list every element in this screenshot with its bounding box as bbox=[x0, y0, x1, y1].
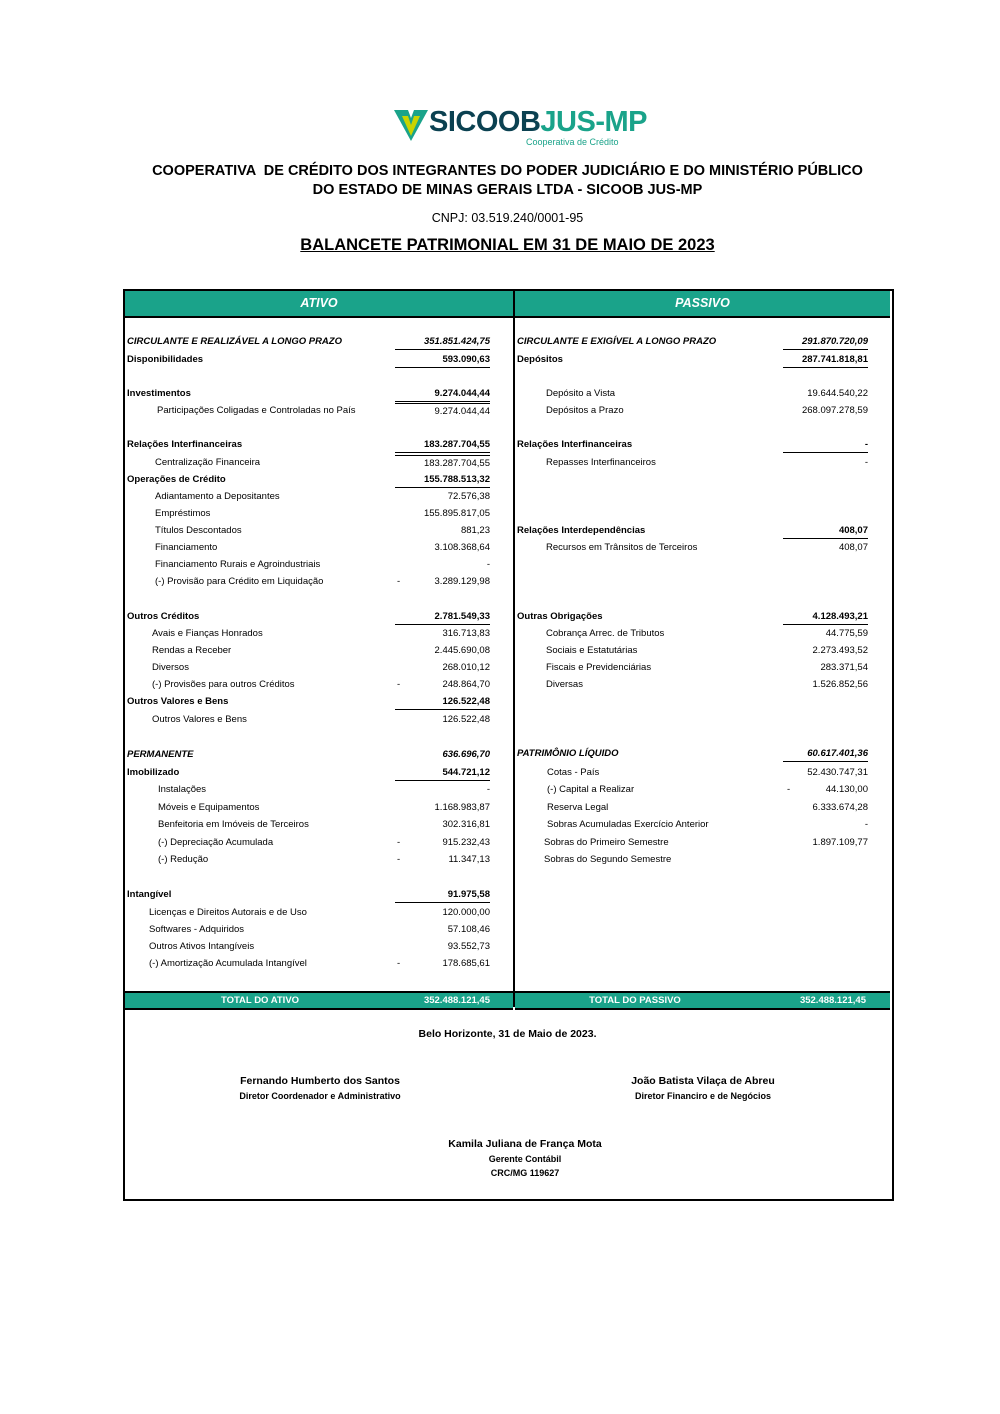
ativo-row bbox=[127, 782, 511, 798]
ativo-row-label: Outros Valores e Bens bbox=[152, 714, 247, 725]
ativo-row-negative-sign: - bbox=[397, 679, 401, 690]
passivo-row-value: 283.371,54 bbox=[820, 662, 868, 673]
ativo-row-value: 881,23 bbox=[460, 525, 490, 536]
passivo-row bbox=[517, 352, 888, 368]
ativo-row bbox=[127, 852, 511, 868]
ativo-row-value: 72.576,38 bbox=[447, 491, 490, 502]
passivo-row-label: CIRCULANTE E EXIGÍVEL A LONGO PRAZO bbox=[517, 336, 717, 347]
ativo-row-label: Benfeitoria em Imóveis de Terceiros bbox=[158, 819, 309, 830]
ativo-row-value: 178.685,61 bbox=[442, 958, 490, 969]
passivo-row-label: Sobras do Primeiro Semestre bbox=[544, 837, 669, 848]
logo-tagline: Cooperativa de Crédito bbox=[526, 137, 619, 147]
passivo-row bbox=[517, 765, 888, 781]
ativo-row-value: 93.552,73 bbox=[447, 941, 490, 952]
ativo-row-value: 544.721,12 bbox=[395, 765, 490, 781]
ativo-row bbox=[127, 660, 511, 676]
passivo-row-value: 60.617.401,36 bbox=[783, 746, 868, 762]
ativo-row-negative-sign: - bbox=[397, 837, 401, 848]
signature-1-name: Fernando Humberto dos Santos bbox=[240, 1075, 400, 1087]
passivo-row-label: Cotas - País bbox=[547, 767, 600, 778]
passivo-row-value: 6.333.674,28 bbox=[812, 802, 868, 813]
passivo-row-label: Depósitos a Prazo bbox=[546, 405, 624, 416]
ativo-row-label: Centralização Financeira bbox=[155, 457, 261, 468]
logo-wordmark-dark: SICOOB bbox=[429, 106, 541, 138]
passivo-row bbox=[517, 455, 888, 471]
ativo-row bbox=[127, 609, 511, 625]
ativo-row-value: 9.274.044,44 bbox=[395, 403, 490, 419]
total-ativo-label: TOTAL DO ATIVO bbox=[220, 995, 300, 1006]
ativo-row-value: 57.108,46 bbox=[447, 924, 490, 935]
passivo-row-label: Cobrança Arrec. de Tributos bbox=[546, 628, 665, 639]
signature-3-name: Kamila Juliana de França Mota bbox=[448, 1138, 602, 1150]
organization-name bbox=[100, 162, 915, 200]
ativo-row-label: (-) Redução bbox=[158, 854, 209, 865]
passivo-row-value: - bbox=[864, 457, 868, 468]
balance-sheet-frame bbox=[123, 289, 894, 1201]
passivo-row bbox=[517, 626, 888, 642]
total-ativo-value: 352.488.121,45 bbox=[423, 995, 490, 1006]
ativo-row-label: Participações Coligadas e Controladas no País bbox=[157, 405, 356, 416]
passivo-row-label: (-) Capital a Realizar bbox=[547, 784, 635, 795]
passivo-row-value: 4.128.493,21 bbox=[783, 609, 868, 625]
sicoob-logo bbox=[393, 106, 647, 150]
ativo-row-label: Imobilizado bbox=[127, 767, 180, 778]
passivo-row-value: 2.273.493,52 bbox=[812, 645, 868, 656]
ativo-row-label: Financiamento Rurais e Agroindustriais bbox=[155, 559, 321, 570]
ativo-row bbox=[127, 922, 511, 938]
ativo-row bbox=[127, 956, 511, 972]
ativo-row-label: Avais e Fianças Honrados bbox=[152, 628, 263, 639]
signature-block-2 bbox=[553, 1075, 853, 1101]
ativo-row bbox=[127, 540, 511, 556]
ativo-row bbox=[127, 835, 511, 851]
ativo-row-label: (-) Depreciação Acumulada bbox=[158, 837, 274, 848]
total-passivo-bar bbox=[515, 991, 890, 1010]
ativo-row-value: 91.975,58 bbox=[395, 887, 490, 903]
ativo-row-value: 9.274.044,44 bbox=[395, 386, 490, 402]
org-line-1: COOPERATIVA DE CRÉDITO DOS INTEGRANTES DO PODER JUDICIÁRIO E DO MINISTÉRIO PÚBLICO bbox=[152, 163, 863, 179]
ativo-row-label: Operações de Crédito bbox=[127, 474, 226, 485]
ativo-row bbox=[127, 506, 511, 522]
passivo-row bbox=[517, 677, 888, 693]
passivo-row-label: PATRIMÔNIO LÍQUIDO bbox=[517, 748, 619, 759]
ativo-row bbox=[127, 712, 511, 728]
passivo-row bbox=[517, 403, 888, 419]
ativo-row bbox=[127, 626, 511, 642]
passivo-row bbox=[517, 660, 888, 676]
ativo-row-label: Títulos Descontados bbox=[155, 525, 242, 536]
passivo-row-label: Diversas bbox=[546, 679, 583, 690]
ativo-row-label: (-) Provisão para Crédito em Liquidação bbox=[155, 576, 324, 587]
ativo-row-value: 915.232,43 bbox=[442, 837, 490, 848]
passivo-row-value: 44.130,00 bbox=[825, 784, 868, 795]
ativo-row-label: Relações Interfinanceiras bbox=[127, 439, 243, 450]
ativo-row-value: 183.287.704,55 bbox=[395, 455, 490, 471]
passivo-row-value: 291.870.720,09 bbox=[783, 334, 868, 350]
ativo-row-label: Adiantamento a Depositantes bbox=[155, 491, 280, 502]
ativo-row-value: 3.108.368,64 bbox=[434, 542, 490, 553]
ativo-row bbox=[127, 557, 511, 573]
sicoob-logo-mark-icon bbox=[393, 108, 429, 142]
ativo-row-label: Licenças e Direitos Autorais e de Uso bbox=[149, 907, 307, 918]
ativo-row bbox=[127, 403, 511, 419]
ativo-row-value: - bbox=[486, 559, 490, 570]
passivo-row bbox=[517, 437, 888, 453]
ativo-row bbox=[127, 939, 511, 955]
ativo-row-label: Financiamento bbox=[155, 542, 218, 553]
ativo-row-value: - bbox=[486, 784, 490, 795]
ativo-row-label: Disponibilidades bbox=[127, 354, 204, 365]
ativo-row-value: 155.788.513,32 bbox=[395, 472, 490, 488]
passivo-row-value: - bbox=[783, 437, 868, 453]
ativo-row bbox=[127, 765, 511, 781]
signature-2-title: Diretor Financiro e de Negócios bbox=[634, 1091, 772, 1101]
passivo-row bbox=[517, 852, 888, 868]
ativo-row-value: 126.522,48 bbox=[442, 714, 490, 725]
passivo-row bbox=[517, 835, 888, 851]
ativo-row-label: Outros Créditos bbox=[127, 611, 200, 622]
ativo-row-label: Rendas a Receber bbox=[152, 645, 232, 656]
signature-3-crc: CRC/MG 119627 bbox=[490, 1168, 560, 1178]
ativo-row-value: 155.895.817,05 bbox=[423, 508, 490, 519]
document-title: BALANCETE PATRIMONIAL EM 31 DE MAIO DE 2023 bbox=[300, 236, 715, 254]
ativo-row-label: Outros Valores e Bens bbox=[127, 696, 229, 707]
ativo-row bbox=[127, 643, 511, 659]
ativo-row bbox=[127, 574, 511, 590]
ativo-row-value: 2.445.690,08 bbox=[434, 645, 490, 656]
ativo-row-value: 302.316,81 bbox=[442, 819, 490, 830]
passivo-row-value: 408,07 bbox=[783, 523, 868, 539]
ativo-row-value: 120.000,00 bbox=[442, 907, 490, 918]
ativo-row-value: 3.289.129,98 bbox=[434, 576, 490, 587]
ativo-row-negative-sign: - bbox=[397, 576, 401, 587]
passivo-row-label: Fiscais e Previdenciárias bbox=[546, 662, 652, 673]
ativo-row-label: PERMANENTE bbox=[127, 749, 194, 760]
passivo-row-negative-sign: - bbox=[787, 784, 791, 795]
passivo-row-value: 408,07 bbox=[838, 542, 868, 553]
ativo-row bbox=[127, 887, 511, 903]
passivo-row-value: 52.430.747,31 bbox=[807, 767, 868, 778]
passivo-row-value: 287.741.818,81 bbox=[783, 352, 868, 368]
passivo-row-label: Outras Obrigações bbox=[517, 611, 603, 622]
ativo-row-label: Instalações bbox=[158, 784, 207, 795]
ativo-row-value: 126.522,48 bbox=[395, 694, 490, 710]
passivo-row bbox=[517, 540, 888, 556]
signature-block-1 bbox=[170, 1075, 470, 1101]
passivo-row bbox=[517, 746, 888, 762]
passivo-row bbox=[517, 817, 888, 833]
passivo-row-label: Recursos em Trânsitos de Terceiros bbox=[546, 542, 698, 553]
ativo-row-label: Empréstimos bbox=[155, 508, 211, 519]
passivo-row-label: Depósitos bbox=[517, 354, 563, 365]
ativo-row-value: 351.851.424,75 bbox=[395, 334, 490, 350]
passivo-row-value: - bbox=[864, 819, 868, 830]
logo-wordmark bbox=[429, 106, 647, 139]
ativo-row-value: 636.696,70 bbox=[442, 749, 490, 760]
ativo-row bbox=[127, 455, 511, 471]
passivo-row-value: 44.775,59 bbox=[825, 628, 868, 639]
signature-block-3 bbox=[375, 1138, 675, 1178]
passivo-row-value bbox=[783, 852, 868, 867]
ativo-row-value: 248.864,70 bbox=[442, 679, 490, 690]
passivo-row-value: 1.526.852,56 bbox=[812, 679, 868, 690]
ativo-row-value: 316.713,83 bbox=[442, 628, 490, 639]
passivo-row-label: Sobras Acumuladas Exercício Anterior bbox=[547, 819, 709, 830]
passivo-row bbox=[517, 386, 888, 402]
ativo-row-label: Intangível bbox=[127, 889, 172, 900]
signature-1-title: Diretor Coordenador e Administrativo bbox=[239, 1091, 401, 1101]
ativo-row-value: 2.781.549,33 bbox=[395, 609, 490, 625]
ativo-row-label: Investimentos bbox=[127, 388, 191, 399]
total-passivo-value: 352.488.121,45 bbox=[799, 995, 866, 1006]
cnpj: CNPJ: 03.519.240/0001-95 bbox=[431, 211, 584, 225]
passivo-row-value: 268.097.278,59 bbox=[801, 405, 868, 416]
place-date: Belo Horizonte, 31 de Maio de 2023. bbox=[418, 1028, 597, 1040]
ativo-row-label: CIRCULANTE E REALIZÁVEL A LONGO PRAZO bbox=[127, 336, 342, 347]
passivo-row-label: Depósito a Vista bbox=[546, 388, 616, 399]
passivo-row-label: Relações Interdependências bbox=[517, 525, 646, 536]
logo-wordmark-light: JUS-MP bbox=[540, 106, 647, 138]
passivo-row bbox=[517, 800, 888, 816]
passivo-row-label: Sociais e Estatutárias bbox=[546, 645, 638, 656]
ativo-row-label: Diversos bbox=[152, 662, 189, 673]
ativo-row-negative-sign: - bbox=[397, 854, 401, 865]
ativo-row-value: 11.347,13 bbox=[448, 854, 490, 865]
ativo-row-label: Móveis e Equipamentos bbox=[158, 802, 260, 813]
ativo-row bbox=[127, 747, 511, 763]
ativo-row bbox=[127, 677, 511, 693]
ativo-row-value: 593.090,63 bbox=[395, 352, 490, 368]
passivo-row bbox=[517, 643, 888, 659]
signature-3-title: Gerente Contábil bbox=[488, 1154, 562, 1164]
ativo-row bbox=[127, 817, 511, 833]
passivo-row bbox=[517, 334, 888, 350]
column-divider bbox=[513, 289, 515, 1007]
ativo-row-negative-sign: - bbox=[397, 958, 401, 969]
ativo-row bbox=[127, 334, 511, 350]
ativo-row-label: Softwares - Adquiridos bbox=[149, 924, 245, 935]
ativo-row bbox=[127, 472, 511, 488]
passivo-row-label: Sobras do Segundo Semestre bbox=[544, 854, 672, 865]
passivo-row-value: 19.644.540,22 bbox=[807, 388, 868, 399]
ativo-row-value: 268.010,12 bbox=[442, 662, 490, 673]
passivo-row-label: Relações Interfinanceiras bbox=[517, 439, 633, 450]
ativo-row-label: (-) Provisões para outros Créditos bbox=[152, 679, 295, 690]
ativo-row bbox=[127, 800, 511, 816]
ativo-row-value: 1.168.983,87 bbox=[434, 802, 490, 813]
ativo-row-value: 183.287.704,55 bbox=[395, 437, 490, 453]
total-ativo-bar bbox=[125, 991, 513, 1010]
passivo-row bbox=[517, 609, 888, 625]
passivo-row bbox=[517, 523, 888, 539]
ativo-row bbox=[127, 694, 511, 710]
ativo-header: ATIVO bbox=[125, 291, 513, 318]
ativo-row-label: (-) Amortização Acumulada Intangível bbox=[149, 958, 307, 969]
passivo-row bbox=[517, 782, 888, 798]
ativo-row bbox=[127, 386, 511, 402]
org-line-2: DO ESTADO DE MINAS GERAIS LTDA - SICOOB JUS-MP bbox=[312, 182, 703, 198]
passivo-header: PASSIVO bbox=[515, 291, 890, 318]
passivo-row-value: 1.897.109,77 bbox=[812, 837, 868, 848]
ativo-row bbox=[127, 489, 511, 505]
ativo-row bbox=[127, 437, 511, 453]
total-passivo-label: TOTAL DO PASSIVO bbox=[589, 995, 681, 1006]
ativo-row-label: Outros Ativos Intangíveis bbox=[149, 941, 255, 952]
ativo-row bbox=[127, 523, 511, 539]
ativo-row bbox=[127, 905, 511, 921]
ativo-row bbox=[127, 352, 511, 368]
passivo-row-label: Repasses Interfinanceiros bbox=[546, 457, 656, 468]
passivo-row-label: Reserva Legal bbox=[547, 802, 609, 813]
signature-2-name: João Batista Vilaça de Abreu bbox=[631, 1075, 775, 1087]
